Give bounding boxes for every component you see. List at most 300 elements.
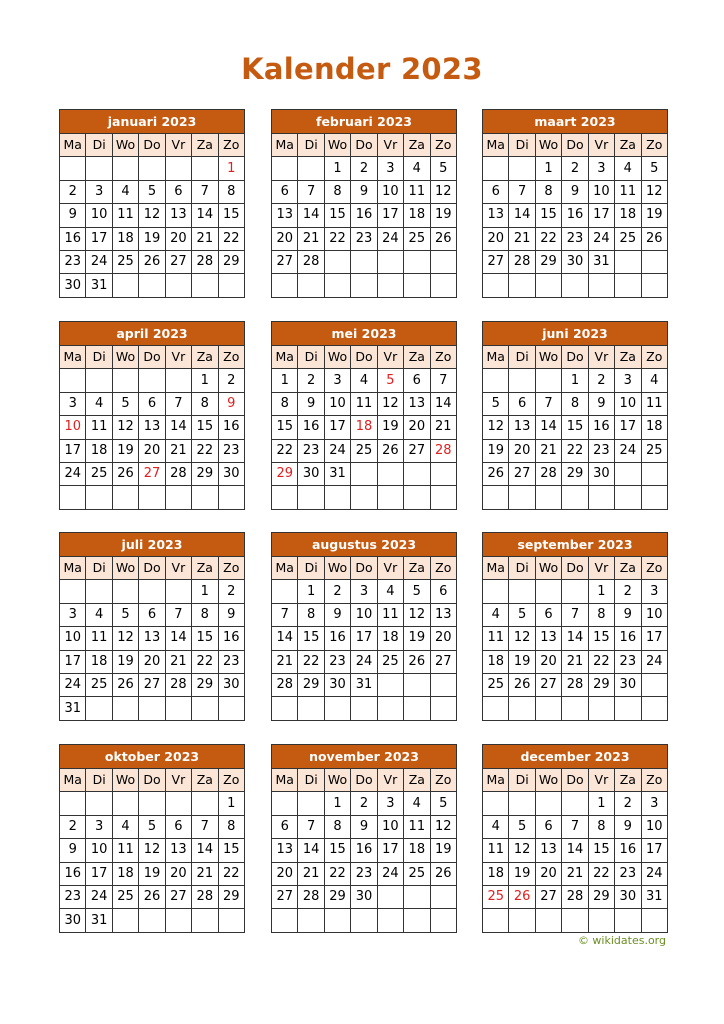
weekday-label: Za bbox=[192, 346, 218, 369]
day-cell: 2 bbox=[615, 580, 641, 603]
empty-day-cell bbox=[430, 885, 456, 908]
month-title: mei 2023 bbox=[271, 321, 457, 345]
day-cell: 9 bbox=[218, 603, 244, 626]
weekday-label: Do bbox=[351, 557, 377, 580]
day-cell: 20 bbox=[165, 862, 191, 885]
empty-day-cell bbox=[483, 369, 509, 392]
month-calendar bbox=[271, 532, 457, 721]
day-cell: 27 bbox=[535, 673, 561, 696]
weekday-header-row bbox=[272, 769, 457, 792]
day-cell: 30 bbox=[324, 673, 350, 696]
month-day-table bbox=[271, 133, 457, 298]
empty-day-cell bbox=[509, 369, 535, 392]
empty-day-cell bbox=[404, 909, 430, 932]
week-row bbox=[483, 227, 668, 250]
empty-day-cell bbox=[112, 909, 138, 932]
day-cell: 17 bbox=[588, 204, 614, 227]
day-cell: 9 bbox=[298, 392, 324, 415]
day-cell: 2 bbox=[298, 369, 324, 392]
week-row bbox=[483, 697, 668, 720]
day-cell: 1 bbox=[272, 369, 298, 392]
empty-day-cell bbox=[509, 697, 535, 720]
weekday-label: Zo bbox=[430, 769, 456, 792]
day-cell: 2 bbox=[218, 369, 244, 392]
day-cell: 1 bbox=[324, 157, 350, 180]
empty-day-cell bbox=[112, 697, 138, 720]
day-cell: 4 bbox=[404, 157, 430, 180]
week-row bbox=[272, 204, 457, 227]
empty-day-cell bbox=[641, 250, 667, 273]
week-row bbox=[60, 392, 245, 415]
day-cell: 21 bbox=[298, 227, 324, 250]
day-cell: 5 bbox=[430, 792, 456, 815]
day-cell: 29 bbox=[535, 250, 561, 273]
empty-day-cell bbox=[324, 486, 350, 509]
weekday-label: Di bbox=[298, 134, 324, 157]
day-cell: 7 bbox=[298, 180, 324, 203]
week-row bbox=[272, 439, 457, 462]
day-cell: 16 bbox=[324, 627, 350, 650]
empty-day-cell bbox=[404, 250, 430, 273]
day-cell: 22 bbox=[324, 227, 350, 250]
day-cell: 3 bbox=[324, 369, 350, 392]
weekday-label: Za bbox=[404, 769, 430, 792]
day-cell: 7 bbox=[562, 603, 588, 626]
week-row bbox=[483, 792, 668, 815]
day-cell: 30 bbox=[60, 274, 86, 297]
day-cell: 14 bbox=[192, 839, 218, 862]
day-cell: 6 bbox=[509, 392, 535, 415]
day-cell: 13 bbox=[165, 839, 191, 862]
week-row bbox=[483, 839, 668, 862]
day-cell: 9 bbox=[562, 180, 588, 203]
weekday-label: Vr bbox=[588, 134, 614, 157]
empty-day-cell bbox=[615, 462, 641, 485]
week-row bbox=[272, 650, 457, 673]
empty-day-cell bbox=[324, 274, 350, 297]
week-row bbox=[272, 392, 457, 415]
week-row bbox=[60, 697, 245, 720]
day-cell: 31 bbox=[324, 462, 350, 485]
day-cell: 9 bbox=[351, 180, 377, 203]
day-cell: 29 bbox=[192, 462, 218, 485]
page-title: Kalender 2023 bbox=[241, 52, 483, 86]
day-cell: 10 bbox=[86, 204, 112, 227]
day-cell: 18 bbox=[641, 416, 667, 439]
day-cell: 12 bbox=[483, 416, 509, 439]
month-day-table bbox=[59, 556, 245, 721]
day-cell: 26 bbox=[641, 227, 667, 250]
day-cell: 15 bbox=[588, 627, 614, 650]
day-cell: 17 bbox=[324, 416, 350, 439]
weekday-label: Zo bbox=[641, 769, 667, 792]
day-cell: 6 bbox=[272, 815, 298, 838]
day-cell: 25 bbox=[86, 673, 112, 696]
week-row bbox=[60, 580, 245, 603]
day-cell: 11 bbox=[404, 815, 430, 838]
empty-day-cell bbox=[562, 697, 588, 720]
day-cell: 21 bbox=[298, 862, 324, 885]
empty-day-cell bbox=[430, 250, 456, 273]
day-cell: 26 bbox=[430, 227, 456, 250]
empty-day-cell bbox=[112, 580, 138, 603]
day-cell: 29 bbox=[588, 673, 614, 696]
day-cell: 26 bbox=[509, 885, 535, 908]
week-row bbox=[483, 885, 668, 908]
empty-day-cell bbox=[218, 274, 244, 297]
week-row bbox=[60, 416, 245, 439]
empty-day-cell bbox=[272, 909, 298, 932]
day-cell: 6 bbox=[272, 180, 298, 203]
empty-day-cell bbox=[509, 486, 535, 509]
day-cell: 5 bbox=[641, 157, 667, 180]
day-cell: 4 bbox=[377, 580, 403, 603]
day-cell: 6 bbox=[139, 392, 165, 415]
day-cell: 9 bbox=[351, 815, 377, 838]
weekday-label: Do bbox=[351, 134, 377, 157]
month-calendar bbox=[482, 109, 668, 298]
week-row bbox=[483, 673, 668, 696]
day-cell: 13 bbox=[535, 627, 561, 650]
day-cell: 17 bbox=[351, 627, 377, 650]
day-cell: 8 bbox=[588, 603, 614, 626]
day-cell: 14 bbox=[430, 392, 456, 415]
week-row bbox=[60, 439, 245, 462]
empty-day-cell bbox=[192, 274, 218, 297]
weekday-label: Wo bbox=[324, 346, 350, 369]
weekday-label: Wo bbox=[112, 769, 138, 792]
day-cell: 27 bbox=[139, 462, 165, 485]
week-row bbox=[60, 180, 245, 203]
day-cell: 5 bbox=[377, 369, 403, 392]
empty-day-cell bbox=[298, 909, 324, 932]
day-cell: 4 bbox=[112, 815, 138, 838]
empty-day-cell bbox=[562, 909, 588, 932]
month-calendar bbox=[271, 321, 457, 510]
day-cell: 14 bbox=[562, 627, 588, 650]
weekday-label: Wo bbox=[324, 134, 350, 157]
empty-day-cell bbox=[60, 157, 86, 180]
empty-day-cell bbox=[86, 486, 112, 509]
weekday-label: Di bbox=[509, 769, 535, 792]
empty-day-cell bbox=[535, 369, 561, 392]
day-cell: 30 bbox=[588, 462, 614, 485]
week-row bbox=[483, 909, 668, 932]
weekday-header-row bbox=[483, 134, 668, 157]
weekday-label: Zo bbox=[430, 134, 456, 157]
day-cell: 15 bbox=[562, 416, 588, 439]
day-cell: 8 bbox=[192, 603, 218, 626]
weekday-label: Di bbox=[509, 557, 535, 580]
empty-day-cell bbox=[377, 885, 403, 908]
day-cell: 31 bbox=[60, 697, 86, 720]
day-cell: 20 bbox=[483, 227, 509, 250]
weekday-label: Zo bbox=[641, 134, 667, 157]
day-cell: 30 bbox=[298, 462, 324, 485]
empty-day-cell bbox=[351, 486, 377, 509]
empty-day-cell bbox=[615, 250, 641, 273]
day-cell: 12 bbox=[112, 627, 138, 650]
weekday-header-row bbox=[60, 346, 245, 369]
day-cell: 16 bbox=[60, 862, 86, 885]
day-cell: 25 bbox=[641, 439, 667, 462]
empty-day-cell bbox=[192, 792, 218, 815]
month-title: december 2023 bbox=[482, 744, 668, 768]
empty-day-cell bbox=[641, 462, 667, 485]
weekday-label: Ma bbox=[60, 134, 86, 157]
day-cell: 8 bbox=[218, 815, 244, 838]
weekday-label: Vr bbox=[165, 134, 191, 157]
month-day-table bbox=[482, 345, 668, 510]
weekday-label: Do bbox=[562, 557, 588, 580]
day-cell: 10 bbox=[60, 416, 86, 439]
weekday-label: Za bbox=[404, 346, 430, 369]
day-cell: 14 bbox=[272, 627, 298, 650]
week-row bbox=[60, 204, 245, 227]
day-cell: 7 bbox=[509, 180, 535, 203]
weekday-label: Di bbox=[298, 557, 324, 580]
day-cell: 16 bbox=[351, 839, 377, 862]
day-cell: 21 bbox=[509, 227, 535, 250]
day-cell: 18 bbox=[483, 650, 509, 673]
weekday-label: Za bbox=[615, 346, 641, 369]
empty-day-cell bbox=[641, 274, 667, 297]
weekday-label: Wo bbox=[535, 346, 561, 369]
day-cell: 22 bbox=[588, 862, 614, 885]
day-cell: 15 bbox=[218, 839, 244, 862]
day-cell: 25 bbox=[112, 885, 138, 908]
week-row bbox=[272, 180, 457, 203]
weekday-label: Vr bbox=[165, 557, 191, 580]
weekday-label: Wo bbox=[112, 557, 138, 580]
day-cell: 16 bbox=[615, 839, 641, 862]
day-cell: 8 bbox=[324, 180, 350, 203]
week-row bbox=[60, 157, 245, 180]
day-cell: 23 bbox=[615, 650, 641, 673]
day-cell: 21 bbox=[562, 862, 588, 885]
empty-day-cell bbox=[615, 486, 641, 509]
day-cell: 29 bbox=[218, 250, 244, 273]
day-cell: 1 bbox=[324, 792, 350, 815]
day-cell: 6 bbox=[404, 369, 430, 392]
empty-day-cell bbox=[139, 369, 165, 392]
empty-day-cell bbox=[60, 486, 86, 509]
day-cell: 31 bbox=[86, 909, 112, 932]
day-cell: 13 bbox=[430, 603, 456, 626]
empty-day-cell bbox=[377, 462, 403, 485]
day-cell: 17 bbox=[615, 416, 641, 439]
footer-credit[interactable]: © wikidates.org bbox=[577, 934, 666, 947]
day-cell: 24 bbox=[86, 885, 112, 908]
day-cell: 28 bbox=[165, 673, 191, 696]
day-cell: 30 bbox=[218, 673, 244, 696]
day-cell: 1 bbox=[588, 792, 614, 815]
weekday-label: Zo bbox=[430, 346, 456, 369]
empty-day-cell bbox=[430, 697, 456, 720]
day-cell: 4 bbox=[483, 815, 509, 838]
day-cell: 11 bbox=[615, 180, 641, 203]
weekday-label: Wo bbox=[535, 557, 561, 580]
empty-day-cell bbox=[86, 580, 112, 603]
day-cell: 19 bbox=[430, 204, 456, 227]
week-row bbox=[483, 157, 668, 180]
day-cell: 4 bbox=[86, 603, 112, 626]
day-cell: 29 bbox=[192, 673, 218, 696]
week-row bbox=[483, 650, 668, 673]
empty-day-cell bbox=[139, 697, 165, 720]
empty-day-cell bbox=[562, 792, 588, 815]
week-row bbox=[272, 416, 457, 439]
month-day-table bbox=[271, 556, 457, 721]
month-title: januari 2023 bbox=[59, 109, 245, 133]
day-cell: 8 bbox=[562, 392, 588, 415]
month-calendar bbox=[271, 109, 457, 298]
week-row bbox=[60, 462, 245, 485]
week-row bbox=[60, 862, 245, 885]
day-cell: 28 bbox=[165, 462, 191, 485]
empty-day-cell bbox=[60, 580, 86, 603]
empty-day-cell bbox=[641, 909, 667, 932]
day-cell: 22 bbox=[272, 439, 298, 462]
day-cell: 29 bbox=[272, 462, 298, 485]
weekday-label: Ma bbox=[60, 769, 86, 792]
empty-day-cell bbox=[272, 274, 298, 297]
day-cell: 15 bbox=[298, 627, 324, 650]
day-cell: 14 bbox=[192, 204, 218, 227]
empty-day-cell bbox=[139, 157, 165, 180]
empty-day-cell bbox=[509, 909, 535, 932]
day-cell: 18 bbox=[404, 839, 430, 862]
day-cell: 9 bbox=[615, 603, 641, 626]
empty-day-cell bbox=[139, 792, 165, 815]
day-cell: 20 bbox=[165, 227, 191, 250]
day-cell: 16 bbox=[298, 416, 324, 439]
day-cell: 3 bbox=[588, 157, 614, 180]
day-cell: 18 bbox=[351, 416, 377, 439]
day-cell: 26 bbox=[483, 462, 509, 485]
weekday-label: Do bbox=[562, 346, 588, 369]
day-cell: 20 bbox=[139, 650, 165, 673]
day-cell: 15 bbox=[218, 204, 244, 227]
day-cell: 24 bbox=[86, 250, 112, 273]
week-row bbox=[60, 650, 245, 673]
week-row bbox=[272, 627, 457, 650]
week-row bbox=[483, 250, 668, 273]
empty-day-cell bbox=[298, 274, 324, 297]
day-cell: 17 bbox=[60, 439, 86, 462]
week-row bbox=[483, 627, 668, 650]
day-cell: 2 bbox=[60, 180, 86, 203]
day-cell: 16 bbox=[218, 627, 244, 650]
day-cell: 30 bbox=[615, 885, 641, 908]
day-cell: 26 bbox=[112, 673, 138, 696]
week-row bbox=[60, 627, 245, 650]
month-day-table bbox=[482, 133, 668, 298]
empty-day-cell bbox=[324, 909, 350, 932]
day-cell: 21 bbox=[535, 439, 561, 462]
day-cell: 26 bbox=[377, 439, 403, 462]
day-cell: 27 bbox=[272, 250, 298, 273]
day-cell: 20 bbox=[272, 227, 298, 250]
week-row bbox=[60, 250, 245, 273]
day-cell: 2 bbox=[562, 157, 588, 180]
day-cell: 6 bbox=[483, 180, 509, 203]
day-cell: 19 bbox=[509, 862, 535, 885]
day-cell: 27 bbox=[139, 673, 165, 696]
week-row bbox=[483, 274, 668, 297]
month-title: februari 2023 bbox=[271, 109, 457, 133]
day-cell: 11 bbox=[483, 839, 509, 862]
week-row bbox=[483, 815, 668, 838]
day-cell: 6 bbox=[165, 180, 191, 203]
day-cell: 14 bbox=[562, 839, 588, 862]
day-cell: 28 bbox=[509, 250, 535, 273]
day-cell: 31 bbox=[588, 250, 614, 273]
day-cell: 22 bbox=[588, 650, 614, 673]
day-cell: 31 bbox=[86, 274, 112, 297]
month-day-table bbox=[482, 556, 668, 721]
empty-day-cell bbox=[535, 580, 561, 603]
empty-day-cell bbox=[218, 486, 244, 509]
day-cell: 9 bbox=[324, 603, 350, 626]
day-cell: 20 bbox=[535, 650, 561, 673]
day-cell: 18 bbox=[483, 862, 509, 885]
weekday-label: Za bbox=[615, 769, 641, 792]
empty-day-cell bbox=[535, 274, 561, 297]
day-cell: 11 bbox=[112, 204, 138, 227]
empty-day-cell bbox=[483, 909, 509, 932]
empty-day-cell bbox=[351, 274, 377, 297]
weekday-header-row bbox=[483, 769, 668, 792]
week-row bbox=[272, 792, 457, 815]
weekday-label: Za bbox=[192, 769, 218, 792]
day-cell: 8 bbox=[298, 603, 324, 626]
month-title: juli 2023 bbox=[59, 532, 245, 556]
month-title: augustus 2023 bbox=[271, 532, 457, 556]
empty-day-cell bbox=[192, 909, 218, 932]
weekday-label: Ma bbox=[272, 557, 298, 580]
empty-day-cell bbox=[641, 697, 667, 720]
day-cell: 4 bbox=[351, 369, 377, 392]
weekday-label: Zo bbox=[218, 134, 244, 157]
week-row bbox=[483, 462, 668, 485]
day-cell: 19 bbox=[139, 862, 165, 885]
empty-day-cell bbox=[60, 369, 86, 392]
day-cell: 2 bbox=[351, 157, 377, 180]
week-row bbox=[483, 862, 668, 885]
empty-day-cell bbox=[272, 580, 298, 603]
week-row bbox=[272, 603, 457, 626]
day-cell: 24 bbox=[324, 439, 350, 462]
empty-day-cell bbox=[483, 697, 509, 720]
week-row bbox=[272, 486, 457, 509]
day-cell: 2 bbox=[351, 792, 377, 815]
empty-day-cell bbox=[139, 486, 165, 509]
day-cell: 3 bbox=[60, 392, 86, 415]
day-cell: 15 bbox=[272, 416, 298, 439]
day-cell: 23 bbox=[218, 650, 244, 673]
day-cell: 10 bbox=[615, 392, 641, 415]
day-cell: 23 bbox=[298, 439, 324, 462]
day-cell: 19 bbox=[112, 439, 138, 462]
empty-day-cell bbox=[430, 486, 456, 509]
empty-day-cell bbox=[404, 486, 430, 509]
day-cell: 18 bbox=[86, 439, 112, 462]
day-cell: 11 bbox=[483, 627, 509, 650]
day-cell: 22 bbox=[535, 227, 561, 250]
day-cell: 18 bbox=[112, 862, 138, 885]
day-cell: 23 bbox=[562, 227, 588, 250]
